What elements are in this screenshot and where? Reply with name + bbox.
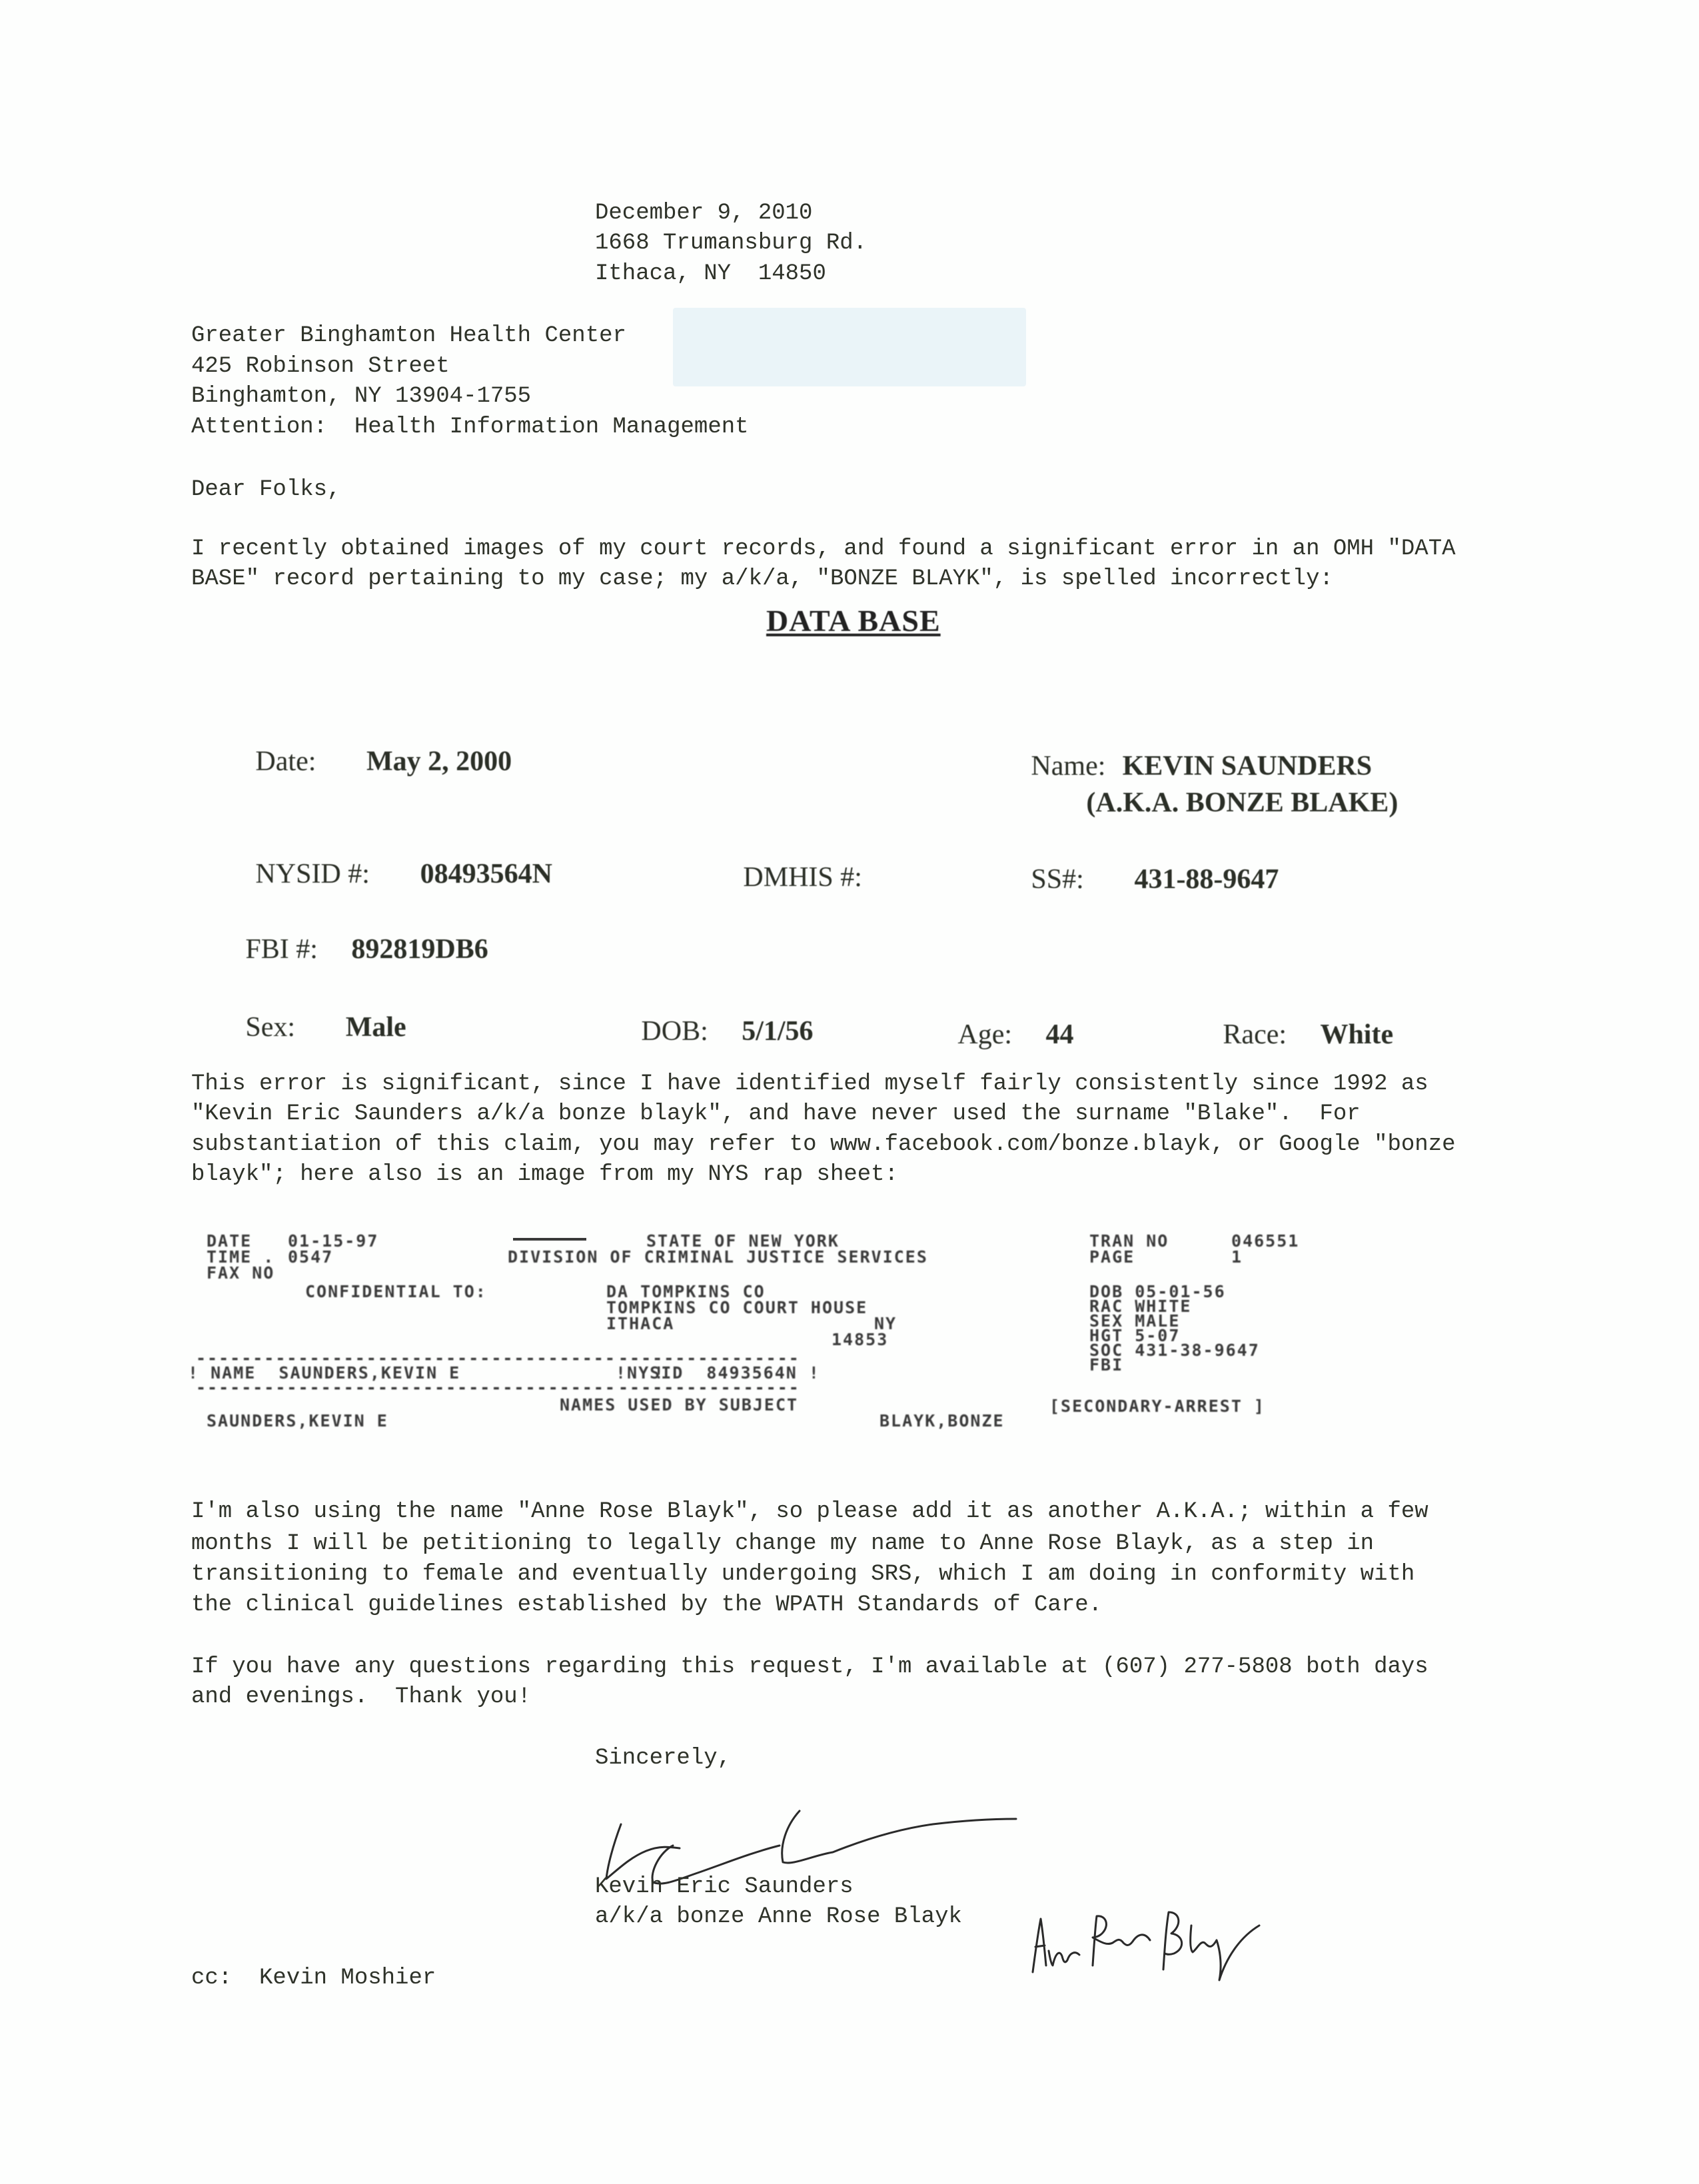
rap-name-1: SAUNDERS,KEVIN E xyxy=(207,1411,388,1430)
rap-header-division: DIVISION OF CRIMINAL JUSTICE SERVICES xyxy=(508,1247,928,1267)
db-name-value: KEVIN SAUNDERS xyxy=(1122,751,1373,782)
rap-height: HGT 5-07 xyxy=(1089,1326,1181,1345)
rap-time-value: 0547 xyxy=(288,1247,334,1267)
rap-time-label: TIME . xyxy=(207,1247,275,1267)
db-race-value: White xyxy=(1320,1019,1394,1050)
rap-sex: SEX MALE xyxy=(1089,1311,1181,1331)
rap-names-used-label: NAMES USED BY SUBJECT xyxy=(560,1395,799,1414)
recipient-city: Binghamton, NY 13904-1755 xyxy=(191,384,532,409)
closing: Sincerely, xyxy=(595,1746,732,1771)
rap-header-state: STATE OF NEW YORK xyxy=(646,1231,840,1251)
db-date-value: May 2, 2000 xyxy=(366,746,512,777)
rap-nysid-box: !NYSID 8493564N ! xyxy=(616,1363,820,1382)
db-age-label: Age: xyxy=(957,1019,1013,1050)
rap-name-2: BLAYK,BONZE xyxy=(879,1411,1005,1430)
rap-name-box: ! NAME SAUNDERS,KEVIN E ! xyxy=(188,1363,666,1382)
db-sex-field xyxy=(212,977,406,1045)
cc-line: cc: Kevin Moshier xyxy=(191,1965,436,1991)
db-nysid-value: 08493564N xyxy=(420,859,552,889)
paragraph3-line: transitioning to female and eventually undergoing SRS, which I am doing in conformity with xyxy=(191,1562,1415,1587)
sender-date: December 9, 2010 xyxy=(595,201,813,226)
paragraph3-line: I'm also using the name "Anne Rose Blayk", so please add it as another A.K.A.; within a few xyxy=(191,1499,1428,1524)
recipient-street: 425 Robinson Street xyxy=(191,354,450,379)
db-aka-text: (A.K.A. BONZE BLAKE) xyxy=(1086,788,1399,818)
rap-page-label: PAGE xyxy=(1089,1247,1135,1267)
rap-fax-label: FAX NO xyxy=(207,1263,275,1283)
db-dmhis-field xyxy=(710,827,879,895)
rap-soc: SOC 431-38-9647 xyxy=(1089,1341,1260,1360)
rap-sheet-image xyxy=(187,1226,1386,1466)
rap-addr4-zip: 14853 xyxy=(832,1330,889,1349)
sender-city: Ithaca, NY 14850 xyxy=(595,261,826,286)
paragraph3-line: the clinical guidelines established by the WPATH Standards of Care. xyxy=(191,1592,1103,1618)
rap-addr3-city: ITHACA xyxy=(606,1314,675,1333)
rap-race: RAC WHITE xyxy=(1089,1297,1192,1316)
rap-fbi: FBI xyxy=(1089,1355,1124,1374)
db-age-value: 44 xyxy=(1045,1019,1074,1050)
rap-date-label: DATE xyxy=(207,1231,253,1251)
rap-secondary-arrest: [SECONDARY-ARREST ] xyxy=(1049,1396,1265,1416)
db-fbi-field xyxy=(212,899,488,967)
signature-aka: a/k/a bonze Anne Rose Blayk xyxy=(595,1904,962,1929)
scan-smudge xyxy=(673,308,1026,386)
rap-addr1: DA TOMPKINS CO xyxy=(606,1282,766,1301)
paragraph2-line: "Kevin Eric Saunders a/k/a bonze blayk", and have never used the surname "Blake". For xyxy=(191,1101,1361,1127)
rap-dash-bottom-short: ---------------- xyxy=(618,1378,800,1397)
rap-tran-value: 046551 xyxy=(1231,1231,1300,1251)
db-name-label: Name: xyxy=(1031,751,1106,782)
salutation: Dear Folks, xyxy=(191,477,341,502)
db-sex-value: Male xyxy=(345,1012,406,1043)
db-ss-field xyxy=(997,829,1279,897)
db-fbi-label: FBI #: xyxy=(245,934,318,965)
paragraph2-line: This error is significant, since I have identified myself fairly consistently since 1992 as xyxy=(191,1071,1428,1097)
db-date-field xyxy=(222,712,512,780)
rap-addr2: TOMPKINS CO COURT HOUSE xyxy=(606,1298,868,1317)
db-race-label: Race: xyxy=(1223,1019,1287,1050)
sender-street: 1668 Trumansburg Rd. xyxy=(595,231,867,256)
db-ss-value: 431-88-9647 xyxy=(1134,864,1279,895)
db-sex-label: Sex: xyxy=(245,1012,296,1043)
rap-confidential-label: CONFIDENTIAL TO: xyxy=(305,1282,487,1301)
rap-header-rule xyxy=(513,1238,586,1241)
rap-tran-label: TRAN NO xyxy=(1089,1231,1169,1251)
signature-name: Kevin Eric Saunders xyxy=(595,1874,853,1900)
rap-addr3-state: NY xyxy=(874,1314,897,1333)
signature-anne-rose-blayk-icon xyxy=(1026,1906,1279,1985)
paragraph2-line: substantiation of this claim, you may refer to www.facebook.com/bonze.blayk, or Google "bonze xyxy=(191,1132,1456,1157)
paragraph2-line: blayk"; here also is an image from my NYS rap sheet: xyxy=(191,1162,898,1187)
recipient-org: Greater Binghamton Health Center xyxy=(191,323,626,348)
db-dob-value: 5/1/56 xyxy=(742,1016,814,1047)
paragraph1-line: BASE" record pertaining to my case; my a/k/a, "BONZE BLAYK", is spelled incorrectly: xyxy=(191,566,1333,592)
paragraph3-line: months I will be petitioning to legally change my name to Anne Rose Blayk, as a step in xyxy=(191,1531,1375,1556)
db-dob-field xyxy=(608,981,814,1049)
rap-date-value: 01-15-97 xyxy=(288,1231,379,1251)
paragraph4-line: If you have any questions regarding this request, I'm available at (607) 277-5808 both days xyxy=(191,1654,1428,1680)
database-heading: DATA BASE xyxy=(766,604,941,638)
rap-dash-top-short: ---------------- xyxy=(618,1349,800,1368)
paragraph1-line: I recently obtained images of my court records, and found a significant error in an OMH "DATA xyxy=(191,536,1456,562)
recipient-attention: Attention: Health Information Management xyxy=(191,414,749,440)
db-race-field xyxy=(1189,985,1393,1053)
db-nysid-field xyxy=(222,824,552,892)
db-ss-label: SS#: xyxy=(1031,864,1084,895)
rap-page-value: 1 xyxy=(1231,1247,1243,1267)
paragraph4-line: and evenings. Thank you! xyxy=(191,1684,532,1710)
db-age-field xyxy=(924,985,1074,1053)
db-dob-label: DOB: xyxy=(641,1016,708,1047)
db-date-label: Date: xyxy=(255,746,316,777)
rap-dash-top-long: ------------------------------------- xyxy=(196,1349,616,1368)
db-fbi-value: 892819DB6 xyxy=(351,934,488,965)
db-dmhis-label: DMHIS #: xyxy=(743,862,862,893)
db-aka-value xyxy=(1053,753,1398,821)
db-nysid-label: NYSID #: xyxy=(255,859,370,889)
rap-dob: DOB 05-01-56 xyxy=(1089,1282,1226,1301)
rap-dash-bottom-long: ------------------------------------- xyxy=(196,1378,616,1397)
